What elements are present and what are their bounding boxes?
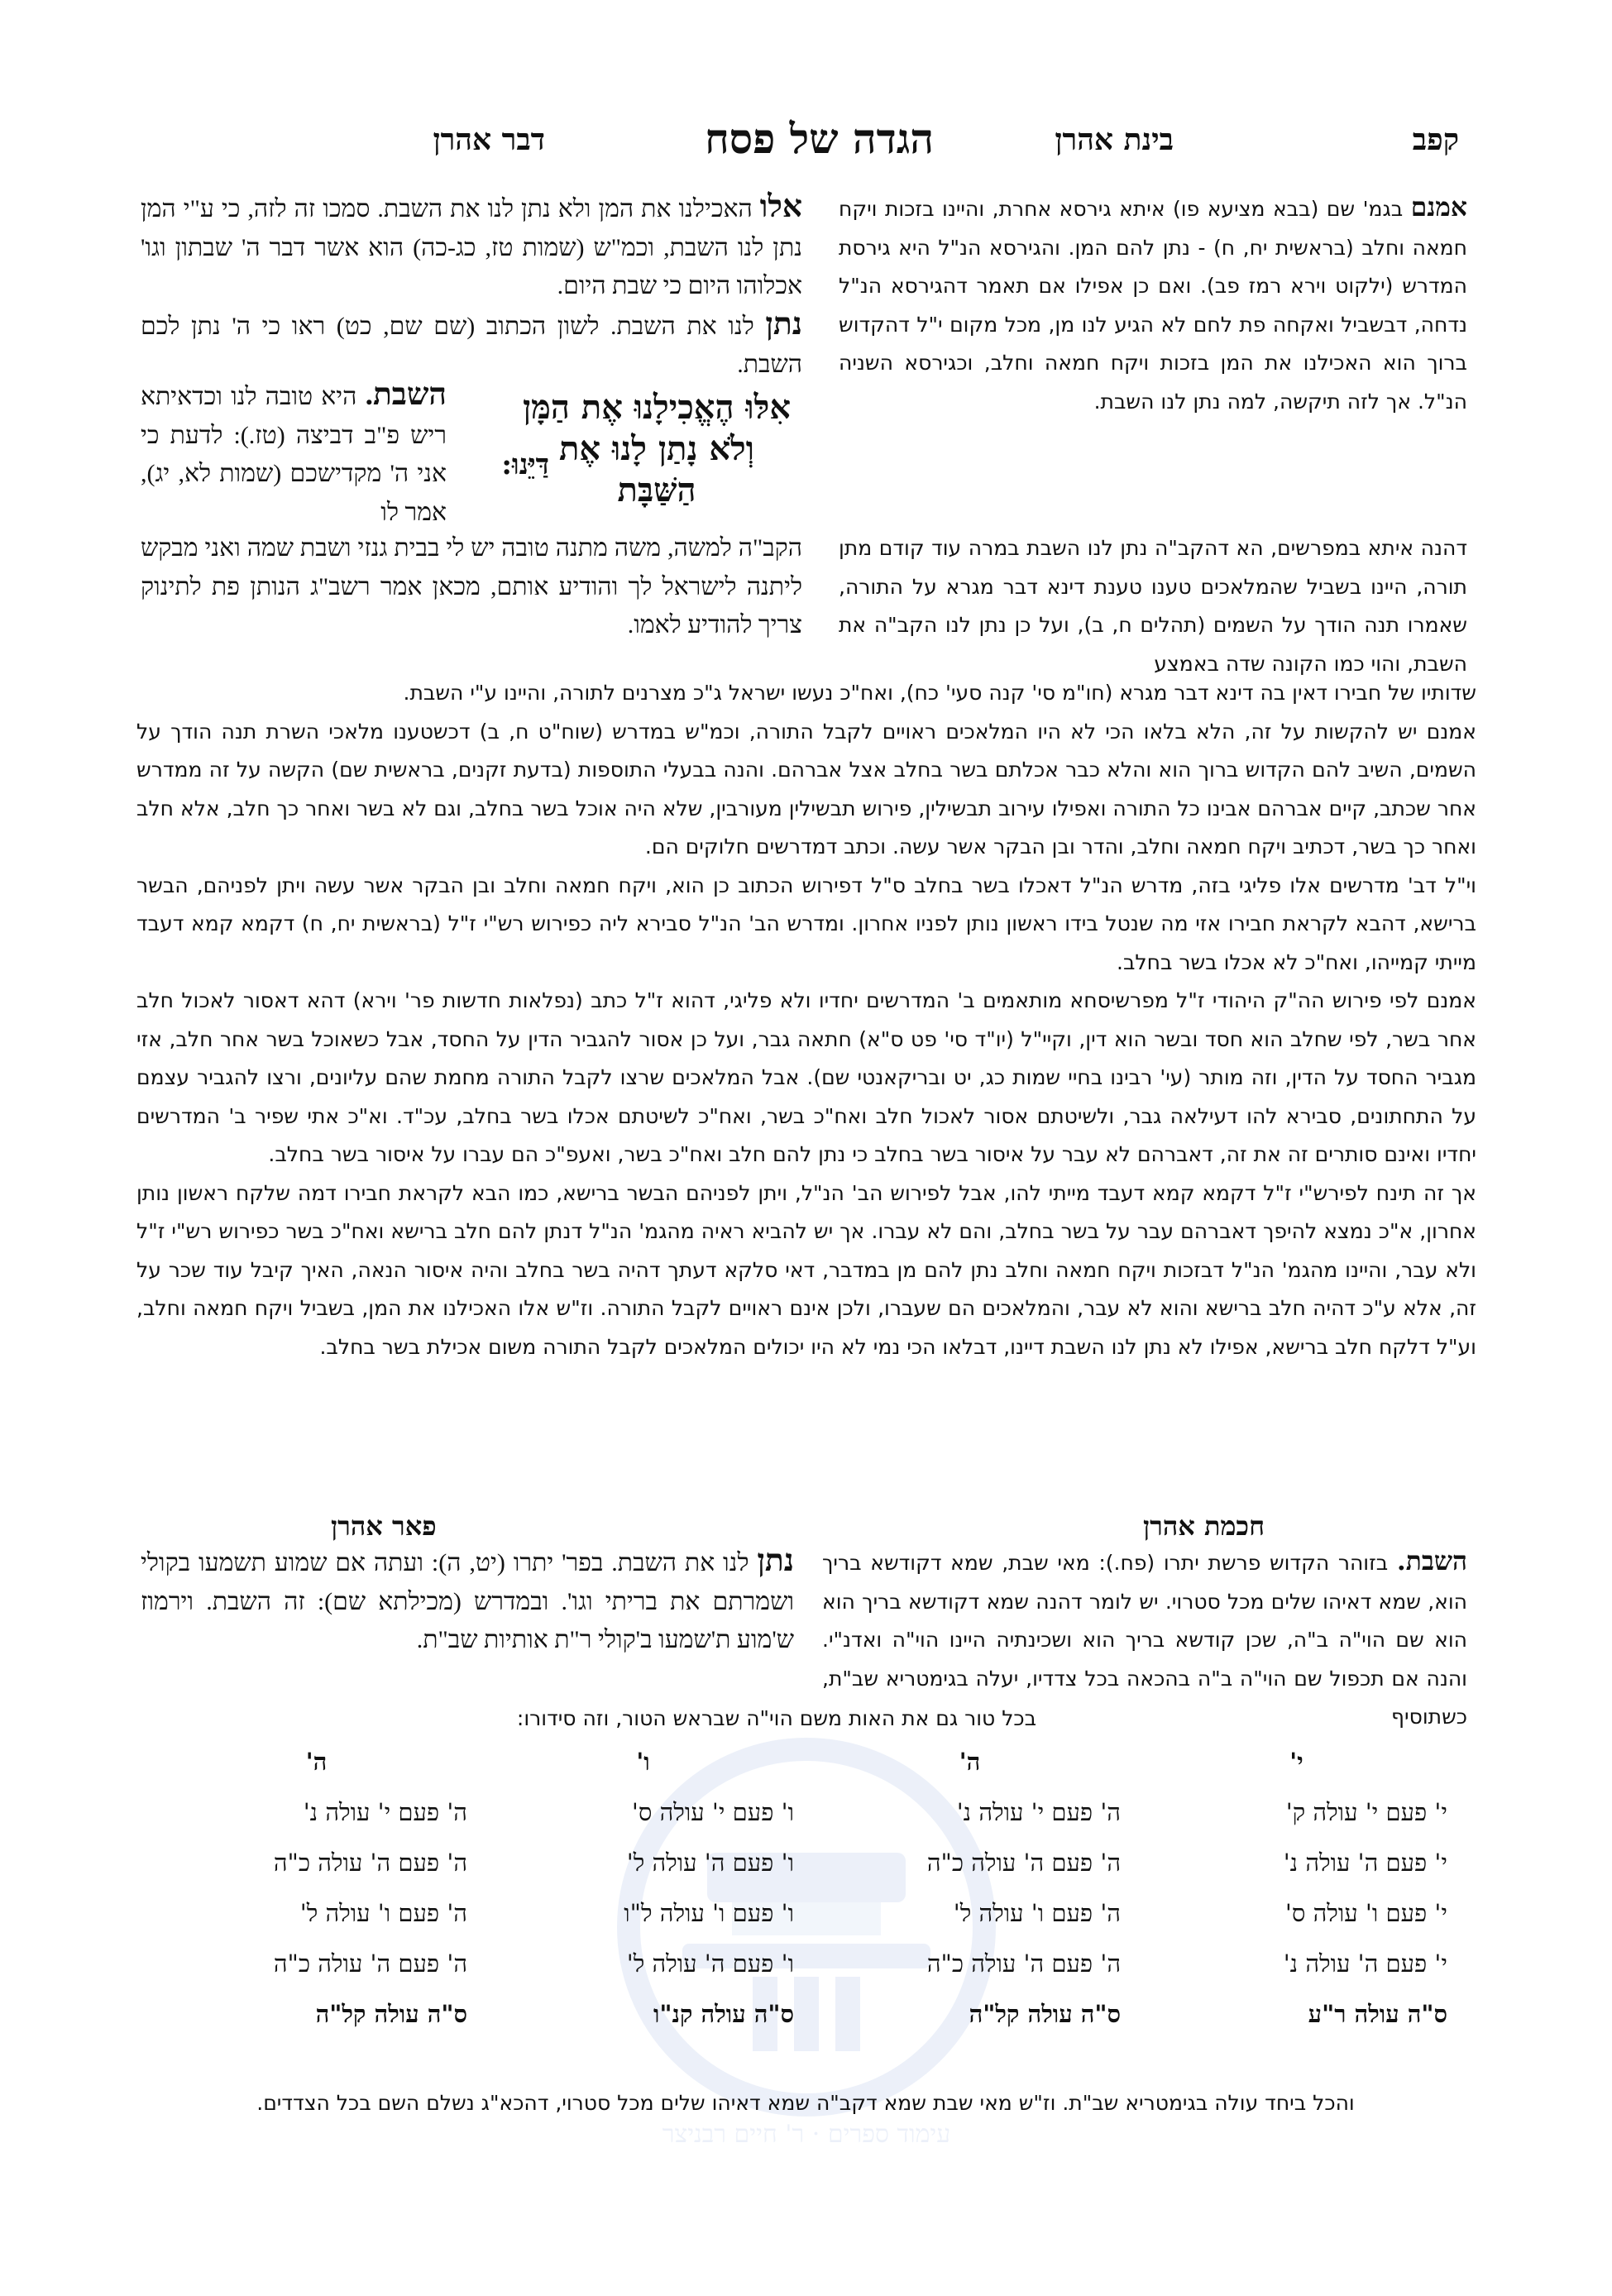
full-para4: אמנם לפי פירוש הה"ק היהודי ז"ל מפרשיסחא מותאמים ב' המדרשים יחדיו ולא פליגי, דהוא ז"ל כתב (נפלאות חדשות פר' וירא) דהא דאסור לאכול חלב אחר בשר, לפי שחלב הוא חסד ובשר הוא דין, וקיי"ל (יו"ד סי' פט ס"א) חתאה גבר, ועל כן אסור להגביר הדין על החסד, אבל כשאוכל בשר אחר חלב, אזי מגביר החסד על הדין, וזה מותר (עי' רבינו בחיי שמות כג, יט ובריקאנטי שם). אבל המלאכים שרצו לקבל התורה מחמת שהם עליונים, ורצו להגביר עצמם על התחתונים, סבירא להו דעילאה גבר, ולשיטתם אסור לאכול חלב ואח"כ בשר, ואח"כ לשיטתם אכלו בשר בחלב, עכ"ד. וא"כ אתי שפיר ב' המדרשים יחדיו ואינם סותרים זה את זה, דאברהם לא עבר על איסור בשר בחלב כי נתן להם חלב ואח"כ בשר, ואעפ"כ הם עברו על איסור בשר בחלב. (136, 988, 1476, 1166)
opener: נתן (757, 1544, 794, 1578)
text: היא טובה לנו וכדאיתא ריש פ"ב דביצה (טז.): לדעת כי אני ה' מקדישכם (שמות לא, יג), אמר לו (141, 383, 447, 526)
grid-col-yud (1146, 1737, 1472, 2040)
section-left (141, 1543, 794, 1660)
left-column (141, 189, 802, 385)
grid-col-vav (492, 1737, 819, 2040)
full-para5: אך זה תינח לפירש"י ז"ל דקמא קמא דעבד מייתי להו, אבל לפירוש הב' הנ"ל, ויתן לפניהם הבשר ברישא, כמו הבא לקראת חבירו דמה שלקח ראשון נותן אחרון, א"כ נמצא להיפך דאברהם עבר על בשר בחלב, והם לא עברו. אך יש להביא ראיה מהגמ' הנ"ל דנתן להם חלב ברישא ואח"כ בשר כפירוש רש"י ז"ל ולא עבר, והיינו מהגמ' הנ"ל דבזכות ויקח חמאה וחלב נתן להם מן במדבר, דאי סלקא דעתך דהיה בשר בחלב והיה איסור הנאה, האיך קיבל עוד שכר על זה, אלא ע"כ דהיה חלב ברישא והוא לא עבר, והמלאכים הם שעברו, ולכן אינם ראויים לקבל התורה. וז"ש אלו האכילנו את המן, בשביל ויקח חמאה וחלב, וע"ל דלקח חלב ברישא, אפילו לא נתן לנו השבת דיינו, דבלאו הכי נמי לא היו יכולים המלאכים לקבל התורה משום אכילת בשר בחלב. (136, 1180, 1476, 1359)
full-para3: וי"ל דב' מדרשים אלו פליגי בזה, מדרש הנ"ל דאכלו בשר בחלב ס"ל דפירוש הכתוב כן הוא, ויקח חמאה וחלב ובן הבקר אשר עשה ויתן לפניהם, הבשר ברישא, דהבא לקראת חבירו אזי מה שנטל בידו ראשון נותן לפניו אחרון. ומדרש הב' הנ"ל סבירא ליה כפירוש רש"י ז"ל (בראשית יח, ח) דקמא קמא דעבד מייתי קמייהו, ואח"כ לא אכלו בשר בחלב. (136, 873, 1476, 974)
right-column (839, 189, 1467, 421)
full-width-commentary (136, 674, 1476, 1366)
main-line-1: אִלּוּ הֶאֱכִילָנוּ אֶת הַמָּן (522, 388, 792, 427)
grid-row: ו' פעם ו' עולה ל"ו (624, 1899, 794, 1927)
grid-row: ה' פעם ה' עולה כ"ה (273, 1849, 467, 1877)
text: לנו את השבת. לשון הכתוב (שם שם, כט) ראו כי ה' נתן לכם השבת. (141, 312, 802, 378)
left-column-lower (141, 376, 447, 532)
grid-row: ה' פעם ה' עולה כ"ה (926, 1849, 1121, 1877)
grid-col-heh2 (165, 1737, 492, 2040)
grid-intro: בכל טור גם את האות משם הוי"ה שבראש הטור, וזה סידורו: (516, 1706, 1037, 1730)
left-column-continued (141, 529, 802, 645)
grid-row: י' פעם ה' עולה נ' (1283, 1949, 1447, 1978)
grid-total: ס"ה עולה קנ"ו (653, 2000, 794, 2028)
gematria-grid (165, 1737, 1472, 2040)
grid-row: ה' פעם ה' עולה כ"ה (926, 1949, 1121, 1978)
grid-row: ה' פעם ו' עולה ל' (299, 1899, 467, 1927)
grid-row: י' פעם ה' עולה נ' (1283, 1849, 1447, 1877)
grid-total: ס"ה עולה קל"ה (315, 2000, 467, 2028)
text: לנו את השבת. בפר' יתרו (יט, ה): ועתה אם שמוע תשמעו בקולי ושמרתם את בריתי וגו'. ובמדרש (מכילתא שם): זה השבת. וירמוז ש'מוע ת'שמעו ב'קולי ר"ת אותיות שב"ת. (141, 1549, 794, 1653)
header-center-title: הגדה של פסח (705, 114, 934, 163)
header-right-title: בינת אהרן (1055, 122, 1174, 157)
right-column-para2: דהנה איתא במפרשים, הא דהקב"ה נתן לנו השבת במרה עוד קודם מתן תורה, היינו בשביל שהמלאכים טענו טענת דינא דבר מגרא על התורה, שאמרו תנה הודך על השמים (תהלים ח, ב), ועל כן נתן לנו הקב"ה את השבת, והוי כמו הקונה שדה באמצע (839, 536, 1467, 676)
right-column-lower (839, 529, 1467, 683)
section-title-right: חכמת אהרן (1142, 1510, 1265, 1542)
grid-row: ה' פעם ה' עולה כ"ה (273, 1949, 467, 1978)
main-line-2: וְלֹא נָתַן לָנוּ אֶת הַשַּׁבָּת (558, 429, 755, 509)
grid-row: ה' פעם ו' עולה ל' (953, 1899, 1121, 1927)
grid-col-head: ה' (305, 1748, 328, 1776)
dayenu: דַּיֵּנוּ: (501, 448, 549, 481)
grid-total: ס"ה עולה ר"ע (1308, 2000, 1447, 2028)
section-left-text (141, 1543, 794, 1660)
grid-row: ו' פעם י' עולה ס' (631, 1798, 794, 1826)
opener: אלו (759, 190, 802, 224)
section-title-left: פאר אהרן (331, 1510, 437, 1542)
grid-total: ס"ה עולה קל"ה (969, 2000, 1121, 2028)
grid-col-head: י' (1289, 1748, 1303, 1776)
page-number: קפב (1412, 122, 1459, 157)
grid-row: ה' פעם י' עולה נ' (303, 1798, 467, 1826)
watermark-text: עימוד ספרים · ר' חיים רבניצר (662, 2120, 951, 2149)
grid-row: י' פעם י' עולה ק' (1285, 1798, 1447, 1826)
left-para2 (141, 306, 802, 385)
grid-row: ו' פעם ה' עולה ל' (626, 1949, 794, 1978)
grid-col-head: ה' (959, 1748, 981, 1776)
full-para2: אמנם יש להקשות על זה, הלא בלאו הכי לא היו המלאכים ראויים לקבל התורה, וכמ"ש במדרש (שוח"ט ח, ב) דכשטענו מלאכי השרת תנה הודך על השמים, השיב להם הקדוש ברוך הוא והלא כבר אכלתם בשר בחלב אצל אברהם. והנה בבעלי התוספות (בדעת זקנים, בראשית שם) הקשה על זה ממדרש אחר שכתב, קיים אברהם אבינו כל התורה ואפילו עירוב תבשילין, פירוש תבשילין מעורבין, שלא היה אוכל בשר בחלב, וגם לא בשר ואחר כך חלב, אלא חלב ואחר כך בשר, דכתיב ויקח חמאה וחלב, והדר ובן הבקר אשר עשה. וכתב דמדרשים חלוקים הם. (136, 719, 1476, 859)
opener: השבת. (365, 378, 447, 412)
opener: אמנם (1410, 193, 1468, 222)
grid-conclusion: והכל ביחד עולה בגימטריא שב"ת. וז"ש מאי שבת שמא דקב"ה שמא דאיהו שלים מכל סטרוי, דהכא"ג נשלם השם בכל הצדדים. (256, 2091, 1355, 2115)
left-para1 (141, 189, 802, 306)
grid-col-head: ו' (636, 1748, 650, 1776)
grid-col-heh1 (819, 1737, 1146, 2040)
header-left-title: דבר אהרן (433, 122, 545, 157)
text: בזוהר הקדוש פרשת יתרו (פח.): מאי שבת, שמא דקודשא בריך הוא, שמא דאיהו שלים מכל סטרוי. יש לומר דהנה שמא דקודשא בריך הוא הוא שם הוי"ה ב"ה, שכן קודשא בריך הוא ושכינתיה היינו הוי"ה ואדנ"י. והנה אם תכפול שם הוי"ה ב"ה בהכאה בכל צדדיו, יעלה בגימטריא שב"ת, כשתוסיף (822, 1551, 1467, 1729)
text: האכילנו את המן ולא נתן לנו את השבת. סמכו זה לזה, כי ע"י המן נתן לנו השבת, וכמ"ש (שמות טז, כג-כה) הוא אשר דבר ה' שבתון וגו' אכלוהו היום כי שבת היום. (141, 195, 802, 299)
right-column-para1 (839, 189, 1467, 421)
grid-row: ו' פעם ה' עולה ל' (626, 1849, 794, 1877)
left-para3 (141, 376, 447, 532)
opener: נתן (765, 307, 802, 342)
full-para1: שדותיו של חבירו דאין בה דינא דבר מגרא (חו"מ סי' קנה סעי' כח), ואח"כ נעשו ישראל ג"כ מצרנים לתורה, והיינו ע"י השבת. (403, 681, 1476, 705)
grid-row: י' פעם ו' עולה ס' (1284, 1899, 1447, 1927)
left-para3-cont: הקב"ה למשה, משה מתנה טובה יש לי בבית גנזי ושבת שמה ואני מבקש ליתנה לישראל לך והודיע אותם, מכאן אמר רשב"ג הנותן פת לתינוק צריך להודיע לאמו. (141, 534, 802, 639)
opener: השבת. (1396, 1547, 1467, 1576)
grid-row: ה' פעם י' עולה נ' (956, 1798, 1121, 1826)
text: בגמ' שם (בבא מציעא פו) איתא גירסא אחרת, והיינו בזכות ויקח חמאה וחלב (בראשית יח, ח) - נתן להם המן. והגירסא הנ"ל היא גירסת המדרש (ילקוט וירא רמז פב). ואם כן אפילו אם תאמר דהגירסא הנ"ל נדחה, דבשביל ואקחה פת לחם לא הגיע לנו מן, מכל מקום י"ל דהקדוש ברוך הוא האכילנו את המן בזכות ויקח חמאה וחלב, וכגירסא השניה הנ"ל. אך לזה תיקשה, למה נתן לנו השבת. (839, 197, 1467, 414)
haggadah-main-text (520, 387, 793, 511)
